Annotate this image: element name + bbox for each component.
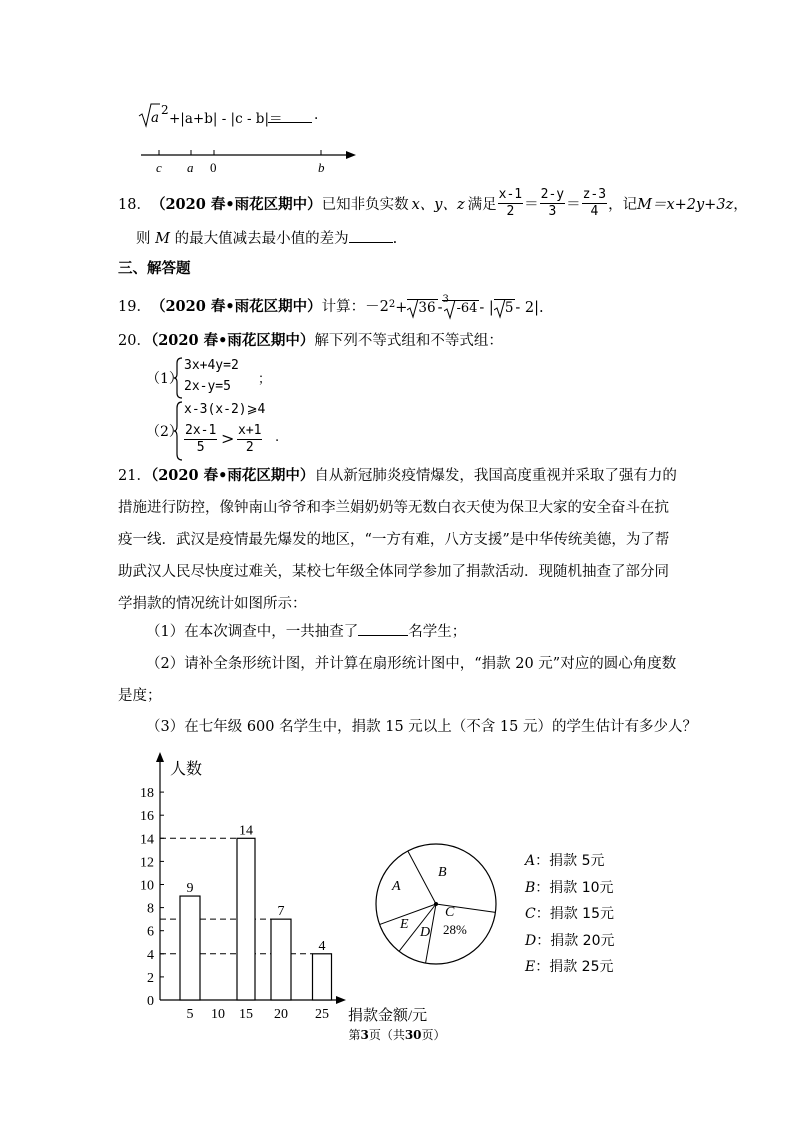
q20-s2a: x-3(x-2)⩾4: [184, 402, 266, 417]
q18-m: M: [155, 231, 170, 247]
legend-item-e: E：捐款 25元: [525, 959, 614, 975]
equals: ＝: [566, 196, 581, 213]
axis-label-b: b: [318, 160, 325, 175]
y-tick-label: 6: [147, 924, 154, 940]
q19-minus: -: [437, 300, 443, 316]
q18-text3: ，记: [608, 196, 638, 213]
axis-label-0: 0: [210, 160, 217, 175]
left-brace-icon: [173, 401, 183, 461]
q21-s1-blank[interactable]: [358, 621, 408, 636]
y-tick-label: 2: [147, 970, 154, 986]
x-axis-arrow-icon: [336, 996, 346, 1004]
y-tick-label: 10: [140, 878, 154, 894]
bar-chart-xlabel: 捐款金额/元: [348, 1008, 428, 1024]
bar: [313, 954, 332, 1000]
q20-part1: [146, 356, 306, 400]
q20-s1b: 2x-y=5: [184, 379, 231, 394]
pie-slice-label: B: [438, 865, 447, 880]
axis-label-c: c: [156, 160, 162, 175]
q18-line2: [136, 228, 397, 249]
q17-period: .: [314, 107, 319, 123]
legend-item-b: B：捐款 10元: [525, 879, 614, 896]
bar: [237, 838, 255, 1000]
q19-line: [118, 292, 544, 316]
fraction: $\frac{2x-1}{5}$: [185, 423, 217, 455]
q21-sub3: [146, 717, 697, 737]
page-footer: 第3页（共30页）: [348, 1028, 446, 1042]
fraction: $\frac{x+1}{2}$: [238, 423, 262, 455]
y-tick-label: 18: [140, 786, 154, 802]
q18-text2: 满足: [467, 196, 497, 213]
q19-plus: +: [395, 300, 408, 316]
y-tick-label: 0: [147, 994, 154, 1009]
pie-legend: [525, 848, 615, 981]
q18-vars: x、y、z: [411, 196, 465, 213]
q21-source: （2020 春•雨花区期中）: [150, 467, 315, 484]
arrow-right-icon: [346, 151, 356, 159]
sqrt-36: 36: [407, 299, 437, 316]
q18-source: （2020 春•雨花区期中）: [150, 195, 322, 213]
bar-value-label: 9: [186, 881, 194, 897]
q19-source: （2020 春•雨花区期中）: [150, 298, 322, 315]
q19-number: 19．: [118, 299, 151, 315]
q18-answer-blank[interactable]: [349, 228, 393, 243]
y-tick-label: 8: [147, 901, 154, 917]
q20-p2-label: （2）: [146, 424, 183, 440]
q20-p1-end: ；: [258, 372, 272, 387]
equals: ＝: [524, 196, 539, 213]
pie-slice-label: C: [445, 905, 455, 920]
q18-number: 18．: [118, 196, 151, 213]
q21-sub1: [146, 621, 466, 642]
root-sign-icon: [444, 300, 458, 320]
q18-period: .: [392, 231, 398, 247]
q21-paragraph: [118, 460, 678, 620]
q18-line2a: 则: [136, 231, 156, 247]
q19-abs-post: - 2|.: [515, 300, 544, 316]
sqrt-5: 5: [494, 299, 516, 316]
legend-item-c: C：捐款 15元: [525, 906, 614, 922]
q20-number: 20．: [118, 333, 151, 349]
q21-s1a: （1）在本次调查中，一共抽查了: [146, 624, 359, 640]
bar: [271, 919, 291, 1000]
q21-number: 21．: [118, 468, 151, 484]
x-tick-label: 25: [315, 1007, 329, 1022]
q19-abs-pre: - |: [479, 300, 494, 316]
q20-line: [118, 331, 503, 351]
q18-line2b: 的最大值减去最小值的差为: [169, 231, 349, 247]
q20-part2: [146, 400, 306, 462]
q18-line1: [118, 184, 748, 222]
legend-item-d: D：捐款 20元: [525, 932, 615, 949]
q18-text4: ，: [733, 196, 748, 213]
q21-s2a: （2）请补全条形统计图，并计算在扇形统计图中，“捐款 20 元”对应的圆心角度数是: [118, 656, 677, 704]
pie-slice-label: E: [400, 917, 409, 932]
x-tick-label: 5: [186, 1007, 194, 1022]
pie-slice-percent: 28%: [443, 922, 467, 937]
left-brace-icon: [173, 357, 183, 399]
q19-term1: －2: [365, 299, 389, 315]
pie-slice-label: D: [420, 925, 431, 940]
q21-s1b: 名学生；: [408, 624, 467, 640]
q17-answer-blank[interactable]: [268, 108, 312, 123]
pie-slice-label: A: [392, 879, 401, 894]
q21-s2b: 度；: [132, 688, 162, 704]
greater-than: >: [221, 429, 235, 448]
x-tick-label: 10: [211, 1007, 225, 1022]
number-line: [138, 146, 362, 176]
bar-value-label: 4: [318, 938, 326, 954]
y-tick-label: 16: [140, 809, 154, 825]
q20-source: （2020 春•雨花区期中）: [150, 332, 315, 349]
axis-label-a: a: [187, 160, 194, 175]
pie-chart: [370, 838, 510, 968]
q20-s1a: 3x+4y=2: [184, 358, 239, 373]
q20-p1-label: （1）: [146, 371, 183, 387]
fraction: $\frac{x-1}{2}$: [498, 186, 523, 219]
pie-center-dot: [434, 902, 438, 906]
x-tick-label: 15: [239, 1007, 253, 1022]
q18-text: 已知非负实数: [321, 196, 409, 213]
q21-sub2: [118, 648, 678, 712]
section-heading: 三、解答题: [118, 260, 191, 277]
sqrt-exponent: 2: [161, 103, 169, 117]
sqrt-sign-icon: [494, 299, 506, 319]
sqrt-radicand: a: [151, 110, 160, 126]
sqrt-sign-icon: [407, 299, 419, 319]
q17-expr-tail: +|a+b| - |c - b|＝: [169, 111, 283, 127]
q20-p2-end: .: [275, 430, 280, 445]
q19-text: 计算：: [321, 299, 366, 315]
fraction: $\frac{z-3}{4}$: [582, 186, 607, 219]
q19-exp: 2: [388, 299, 396, 310]
cube-root: 3 -64: [442, 300, 479, 316]
bar-chart-ylabel: 人数: [170, 761, 203, 778]
y-tick-label: 4: [147, 947, 154, 963]
fraction: $\frac{2-y}{3}$: [540, 186, 565, 219]
q21-s3: （3）在七年级 600 名学生中，捐款 15 元以上（不含 15 元）的学生估计有多少人？: [146, 719, 697, 735]
bar: [180, 896, 200, 1000]
bar-chart-bars: [180, 823, 332, 1000]
q21-body: 自从新冠肺炎疫情爆发，我国高度重视并采取了强有力的措施进行防控，像钟南山爷爷和李兰娟奶奶等无数白衣天使为保卫大家的安全奋斗在抗疫一线．武汉是疫情最先爆发的地区，“一方有难，八方支援”是中华传统美德，为了帮助武汉人民尽快度过难关，某校七年级全体同学参加了捐款活动．现随机抽查了部分同学捐款的情况统计如图所示：: [118, 468, 677, 612]
y-tick-label: 14: [140, 832, 154, 848]
legend-item-a: A：捐款 5元: [525, 853, 605, 869]
x-tick-label: 20: [274, 1007, 288, 1022]
y-axis-arrow-icon: [156, 752, 164, 762]
q20-text: 解下列不等式组和不等式组：: [314, 333, 503, 349]
y-tick-label: 12: [140, 855, 154, 871]
bar-value-label: 7: [277, 904, 285, 920]
q18-mdef: M＝x+2y+3z: [637, 196, 734, 213]
bar-value-label: 14: [239, 823, 253, 839]
